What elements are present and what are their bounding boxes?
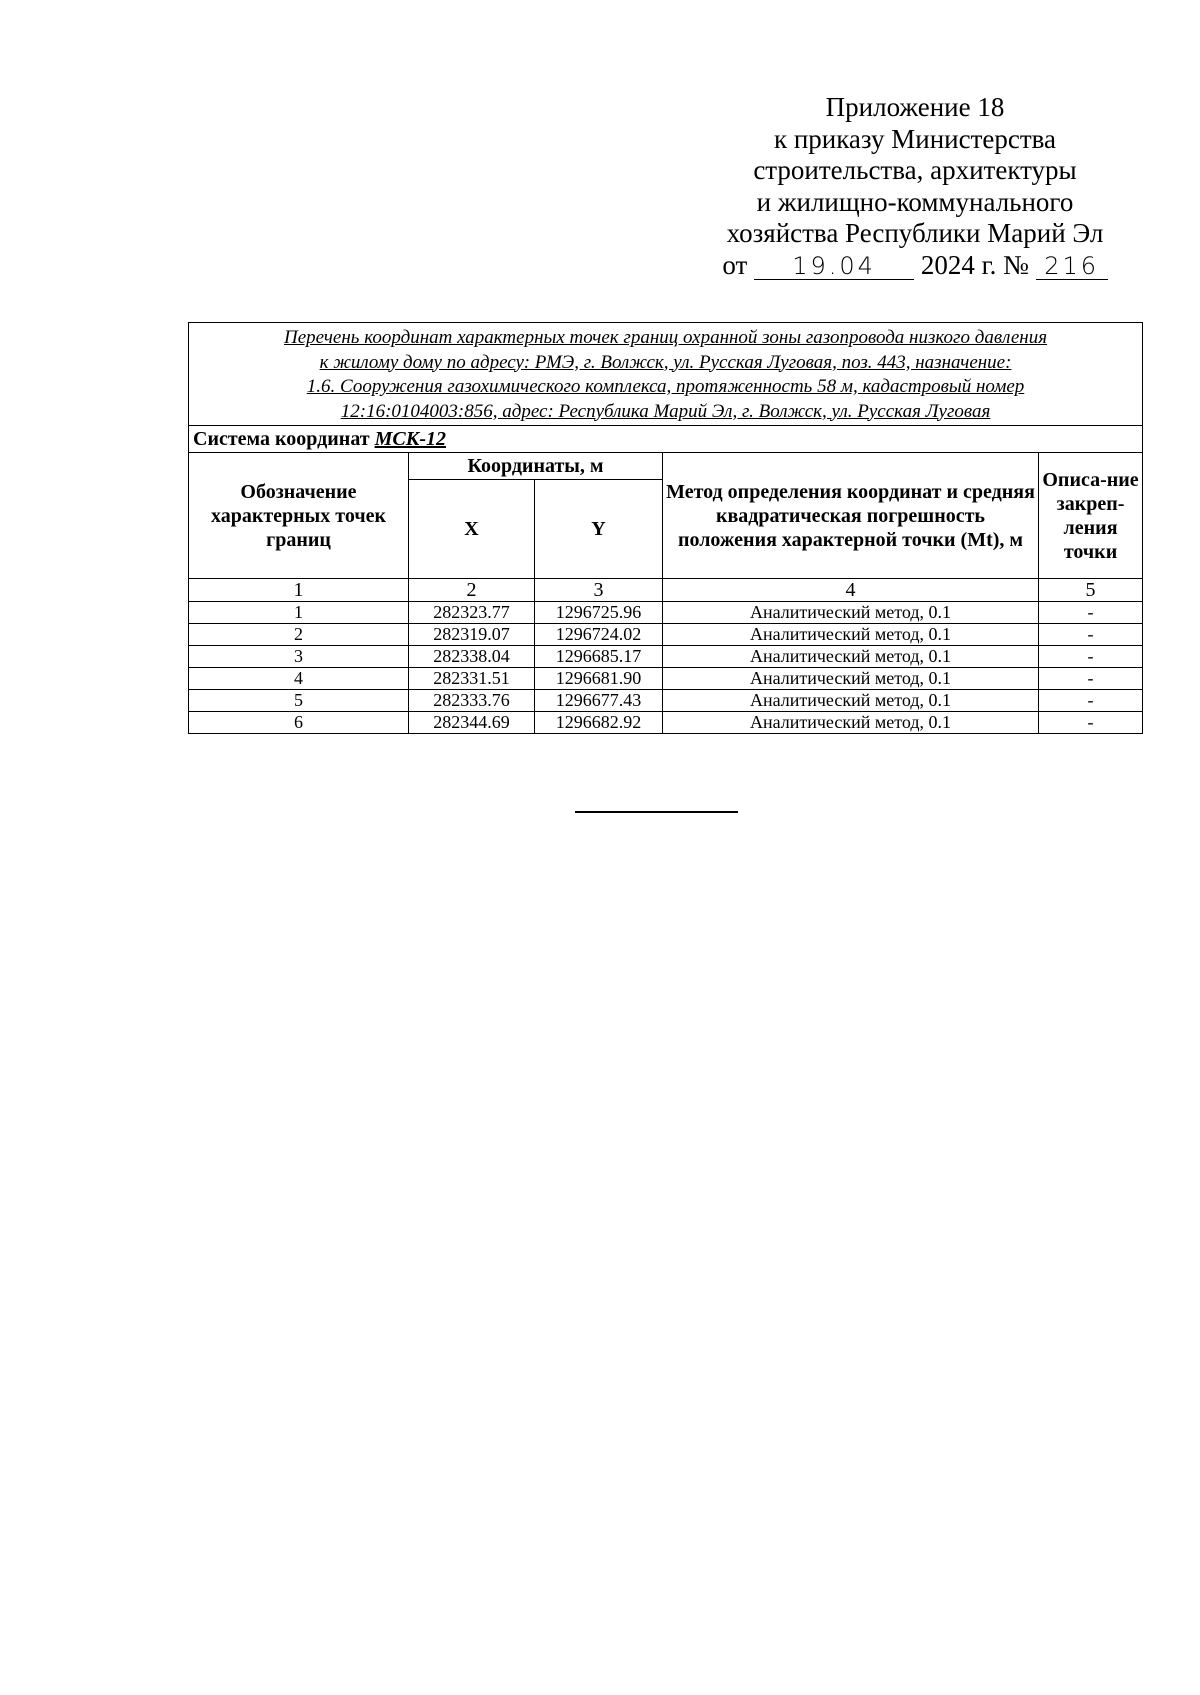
y-coordinate: 1296677.43 bbox=[535, 690, 663, 712]
column-number: 1 bbox=[189, 579, 409, 602]
y-coordinate: 1296681.90 bbox=[535, 668, 663, 690]
header-x: X bbox=[409, 480, 535, 579]
table-title-row bbox=[189, 323, 1143, 426]
method-cell: Аналитический метод, 0.1 bbox=[663, 646, 1039, 668]
order-date-line bbox=[700, 250, 1130, 282]
column-number: 2 bbox=[409, 579, 535, 602]
point-number: 5 bbox=[189, 690, 409, 712]
header-row-1 bbox=[189, 453, 1143, 480]
column-number: 3 bbox=[535, 579, 663, 602]
point-number: 1 bbox=[189, 602, 409, 624]
table-title-line: Перечень координат характерных точек границ охранной зоны газопровода низкого давления bbox=[284, 327, 1048, 348]
column-number: 4 bbox=[663, 579, 1039, 602]
boundary-coordinates-table bbox=[188, 322, 1143, 734]
header-method: Метод определения координат и средняя квадратическая погрешность положения характерной точки (Mt), м bbox=[663, 453, 1039, 579]
y-coordinate: 1296724.02 bbox=[535, 624, 663, 646]
table-title-line: к жилому дому по адресу: РМЭ, г. Волжск, ул. Русская Луговая, поз. 443, назначение: bbox=[319, 351, 1012, 373]
table-row bbox=[189, 690, 1143, 712]
description-cell: - bbox=[1039, 668, 1143, 690]
point-number: 3 bbox=[189, 646, 409, 668]
description-cell: - bbox=[1039, 624, 1143, 646]
ministry-line-1: строительства, архитектуры bbox=[753, 155, 1077, 185]
method-cell: Аналитический метод, 0.1 bbox=[663, 602, 1039, 624]
handwritten-date: 19.04 bbox=[754, 253, 914, 280]
x-coordinate: 282338.04 bbox=[409, 646, 535, 668]
header-y: Y bbox=[535, 480, 663, 579]
appendix-header bbox=[700, 92, 1130, 281]
column-number: 5 bbox=[1039, 579, 1143, 602]
ministry-line-3: хозяйства Республики Марий Эл bbox=[726, 218, 1104, 248]
point-number: 2 bbox=[189, 624, 409, 646]
header-coordinates: Координаты, м bbox=[409, 453, 663, 480]
x-coordinate: 282319.07 bbox=[409, 624, 535, 646]
method-cell: Аналитический метод, 0.1 bbox=[663, 624, 1039, 646]
coordinate-system-row bbox=[189, 426, 1143, 453]
point-number: 4 bbox=[189, 668, 409, 690]
description-cell: - bbox=[1039, 602, 1143, 624]
point-number: 6 bbox=[189, 712, 409, 734]
coordinate-system-label: Система координат bbox=[193, 428, 370, 450]
table-title-line: 12:16:0104003:856, адрес: Республика Марий Эл, г. Волжск, ул. Русская Луговая bbox=[340, 400, 991, 422]
order-reference-line: к приказу Министерства bbox=[773, 123, 1057, 154]
table-row bbox=[189, 668, 1143, 690]
x-coordinate: 282331.51 bbox=[409, 668, 535, 690]
y-coordinate: 1296725.96 bbox=[535, 602, 663, 624]
column-number-row bbox=[189, 579, 1143, 602]
year-and-number-label: 2024 г. № bbox=[920, 249, 1029, 280]
header-point-designation: Обозначение характерных точек границ bbox=[189, 453, 409, 579]
end-of-document-rule bbox=[575, 811, 738, 813]
method-cell: Аналитический метод, 0.1 bbox=[663, 712, 1039, 734]
y-coordinate: 1296685.17 bbox=[535, 646, 663, 668]
description-cell: - bbox=[1039, 646, 1143, 668]
coordinate-system-code: МСК-12 bbox=[374, 428, 446, 450]
x-coordinate: 282344.69 bbox=[409, 712, 535, 734]
table-row bbox=[189, 646, 1143, 668]
table-title-line: 1.6. Сооружения газохимического комплекса, протяженность 58 м, кадастровый номер bbox=[306, 376, 1025, 397]
appendix-title: Приложение 18 bbox=[825, 92, 1005, 122]
x-coordinate: 282323.77 bbox=[409, 602, 535, 624]
handwritten-order-number: 216 bbox=[1036, 253, 1108, 280]
ministry-line-2: и жилищно-коммунального bbox=[756, 186, 1074, 217]
y-coordinate: 1296682.92 bbox=[535, 712, 663, 734]
header-description: Описа-ние закреп-ления точки bbox=[1039, 453, 1143, 579]
date-prefix: от bbox=[722, 249, 748, 280]
table-row bbox=[189, 712, 1143, 734]
table-title bbox=[189, 323, 1143, 426]
method-cell: Аналитический метод, 0.1 bbox=[663, 668, 1039, 690]
table-row bbox=[189, 624, 1143, 646]
description-cell: - bbox=[1039, 690, 1143, 712]
description-cell: - bbox=[1039, 712, 1143, 734]
method-cell: Аналитический метод, 0.1 bbox=[663, 690, 1039, 712]
table-row bbox=[189, 602, 1143, 624]
coordinate-system bbox=[189, 426, 1143, 453]
x-coordinate: 282333.76 bbox=[409, 690, 535, 712]
